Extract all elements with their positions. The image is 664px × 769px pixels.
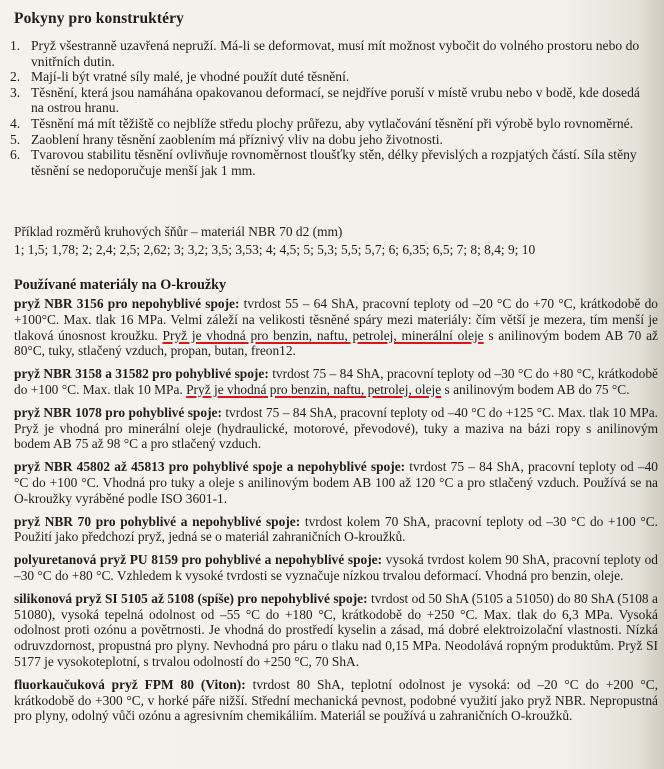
page-heading: Pokyny pro konstruktéry	[14, 10, 184, 27]
guideline-item	[10, 85, 650, 116]
material-text: s anilinovým bodem AB 70 až 80°C, tuky, stlačený vzduch, propan, butan, freon12.	[14, 327, 658, 359]
guideline-number: 3.	[10, 84, 21, 100]
highlighted-text: Pryž je vhodná pro benzin, naftu, petrolej, minerální oleje	[162, 327, 484, 343]
material-text: tvrdost 75 – 84 ShA, pracovní teploty od –40 °C do +100 °C. Vhodná pro tuky a oleje s anilinovým bodem AB 100 až 120 °C a pro stlačený vzduch. Používá se na O-kroužky vyráběné podle ISO 3601-1.	[14, 459, 658, 506]
guidelines-list	[10, 38, 650, 178]
material-name: pryž NBR 45802 až 45813 pro pohyblivé spoje a nepohyblivé spoje:	[14, 459, 406, 475]
materials-title: Používané materiály na O-kroužky	[14, 277, 227, 293]
guideline-number: 5.	[10, 131, 21, 147]
material-nbr45802	[14, 459, 664, 506]
guideline-number: 4.	[10, 115, 21, 131]
highlighted-text: Pryž je vhodná pro benzin, naftu, petrolej, oleje	[186, 381, 442, 397]
guideline-text: Zaoblení hrany těsnění zaoblením má příznivý vliv na dobu jeho životnosti.	[31, 131, 443, 147]
material-name: pryž NBR 3158 a 31582 pro pohyblivé spoje:	[14, 366, 269, 382]
material-text: tvrdost od 50 ShA (5105 a 51050) do 80 ShA (5108 a 51080), vysoká tepelná odolnost od –55 °C do +180 °C, krátkodobě do +250 °C. Max. tlak do 6,3 MPa. Vysoká odolnost proti ozónu a povětrnosti. Je vhodná do prostředí kyselin a zásad, má dobré elektroizolační vlastnosti. Nízká odruvzdornost, propustná pro plyny. Nevhodná pro páru o tlaku nad 0,15 MPa. Neodolává ropným produktům. Pryž SI 5177 je vysokoteplotní, s trvalou odolností do +250 °C, 70 ShA.	[14, 590, 658, 669]
material-text: tvrdost 55 – 64 ShA, pracovní teploty od –20 °C do +70 °C, krátkodobě do +100°C. Max. tlak 16 MPa. Velmi záleží na velikosti těsněné spáry mezi materiály: čím větší je mezera, tím menší je tlaková únosnost kroužku.	[14, 296, 658, 343]
guideline-item	[10, 132, 650, 148]
guideline-text: Mají-li být vratné síly malé, je vhodné použít duté těsnění.	[31, 69, 350, 85]
guideline-text: Pryž všestranně uzavřená nepruží. Má-li se deformovat, musí mít možnost vybočit do volného prostoru nebo do vnitřních dutin.	[31, 38, 640, 69]
guideline-item	[10, 69, 650, 85]
material-nbr70	[14, 514, 664, 546]
guideline-number: 1.	[10, 38, 21, 53]
guideline-item	[10, 147, 650, 178]
material-nbr1078	[14, 405, 664, 452]
material-name: fluorkaučuková pryž FPM 80 (Viton):	[14, 676, 246, 692]
guideline-text: Tvarovou stabilitu těsnění ovlivňuje rovnoměrnost tloušťky stěn, délky převislých a rozpjatých částí. Síla stěny těsnění se nedoporučuje menší jak 1 mm.	[31, 147, 637, 178]
material-text: tvrdost 80 ShA, teplotní odolnost je vysoká: od –20 °C do +200 °C, krátkodobě do +300 °C, v horké páře nižší. Střední mechanická pevnost, podobné využití jako pryž NBR. Nepropustná pro plyny, odolný vůči ozónu a agresivním chemikáliím. Materiál se používá u zahraničních O-kroužků.	[14, 676, 658, 724]
material-name: pryž NBR 70 pro pohyblivé a nepohyblivé spoje:	[14, 513, 301, 529]
material-name: silikonová pryž SI 5105 až 5108 (spíše) pro nepohyblivé spoje:	[14, 590, 368, 606]
material-text: tvrdost kolem 70 ShA, pracovní teploty od –30 °C do +100 °C. Použití jako předchozí pryž, jedná se o materiál zahraničních O-kroužků.	[14, 513, 658, 545]
material-si5105	[14, 591, 664, 670]
guideline-number: 2.	[10, 69, 21, 85]
materials-section	[14, 277, 664, 724]
material-text: s anilinovým bodem AB do 75 °C.	[441, 381, 630, 397]
material-name: pryž NBR 3156 pro nepohyblivé spoje:	[14, 296, 240, 311]
material-text: vysoká tvrdost kolem 90 ShA, pracovní teploty od –30 °C do +80 °C. Vzhledem k vysoké tvrdosti se vyznačuje nízkou trvalou deformací. Vhodná pro benzin, oleje.	[14, 552, 658, 583]
material-text: tvrdost 75 – 84 ShA, pracovní teploty od –30 °C do +80 °C, krátkodobě do +100 °C. Max. tlak 10 MPa.	[14, 366, 658, 397]
material-name: polyuretanová pryž PU 8159 pro pohyblivé a nepohyblivé spoje:	[14, 552, 383, 568]
material-fpm80	[14, 677, 664, 724]
guideline-text: Těsnění, která jsou namáhána opakovanou deformací, se nejdříve poruší v místě vrubu nebo v bodě, kde dosedá na ostrou hranu.	[31, 84, 640, 116]
guideline-item	[10, 116, 650, 132]
cord-sizes-list: 1; 1,5; 1,78; 2; 2,4; 2,5; 2,62; 3; 3,2; 3,5; 3,53; 4; 4,5; 5; 5,3; 5,5; 5,7; 6; 6,35; 6,5; 7; 8; 8,4; 9; 10	[14, 242, 536, 257]
material-name: pryž NBR 1078 pro pohyblivé spoje:	[14, 404, 222, 420]
guideline-text: Těsnění má mít těžiště co nejblíže středu plochy průřezu, aby vytlačování těsnění při výrobě bylo rovnoměrné.	[31, 115, 634, 131]
material-nbr3156	[14, 296, 664, 359]
material-nbr3158	[14, 366, 664, 398]
guideline-item	[10, 38, 650, 69]
guideline-number: 6.	[10, 147, 21, 163]
material-pu8159	[14, 552, 664, 584]
cord-sizes-caption: Příklad rozměrů kruhových šňůr – materiál NBR 70 d2 (mm)	[14, 224, 343, 239]
material-text: tvrdost 75 – 84 ShA, pracovní teploty od –40 °C do +125 °C. Max. tlak 10 MPa. Pryž je vhodná pro minerální oleje (hydraulické, motorové, převodové), tuky a maziva na bázi ropy s anilinovým bodem AB 75 až 98 °C a pro stlačený vzduch.	[14, 404, 658, 452]
